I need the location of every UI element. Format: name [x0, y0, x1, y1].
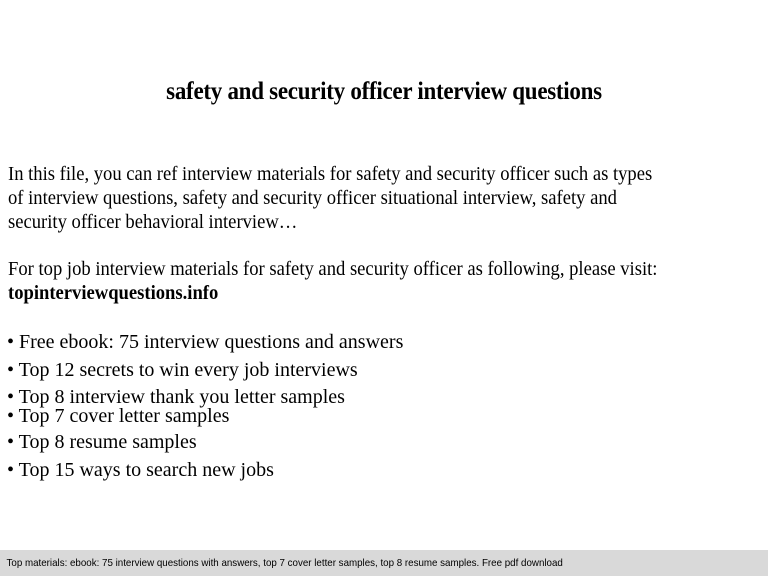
footer-text: Top materials: ebook: 75 interview questions with answers, top 7 cover letter samples, top 8 resume samples. Free pdf download — [6, 557, 563, 569]
list-item: • Free ebook: 75 interview questions and answers — [7, 331, 404, 353]
intro-line: security officer behavioral interview… — [8, 211, 298, 233]
site-link[interactable]: topinterviewquestions.info — [8, 282, 219, 304]
list-item: • Top 8 resume samples — [7, 431, 197, 453]
visit-text: For top job interview materials for safety and security officer as following, please visit: — [8, 258, 658, 280]
list-item: • Top 8 interview thank you letter samples — [7, 386, 345, 408]
intro-line: of interview questions, safety and security officer situational interview, safety and — [8, 187, 617, 209]
visit-paragraph — [8, 257, 715, 305]
list-item: • Top 7 cover letter samples — [7, 405, 230, 427]
slide-title: safety and security officer interview questions — [166, 78, 602, 105]
intro-line: In this file, you can ref interview materials for safety and security officer such as types — [8, 163, 653, 185]
intro-paragraph — [8, 162, 715, 234]
list-item: • Top 12 secrets to win every job interviews — [7, 359, 358, 381]
footer-bar — [0, 550, 768, 576]
list-item: • Top 15 ways to search new jobs — [7, 459, 274, 481]
resource-list — [7, 328, 403, 484]
